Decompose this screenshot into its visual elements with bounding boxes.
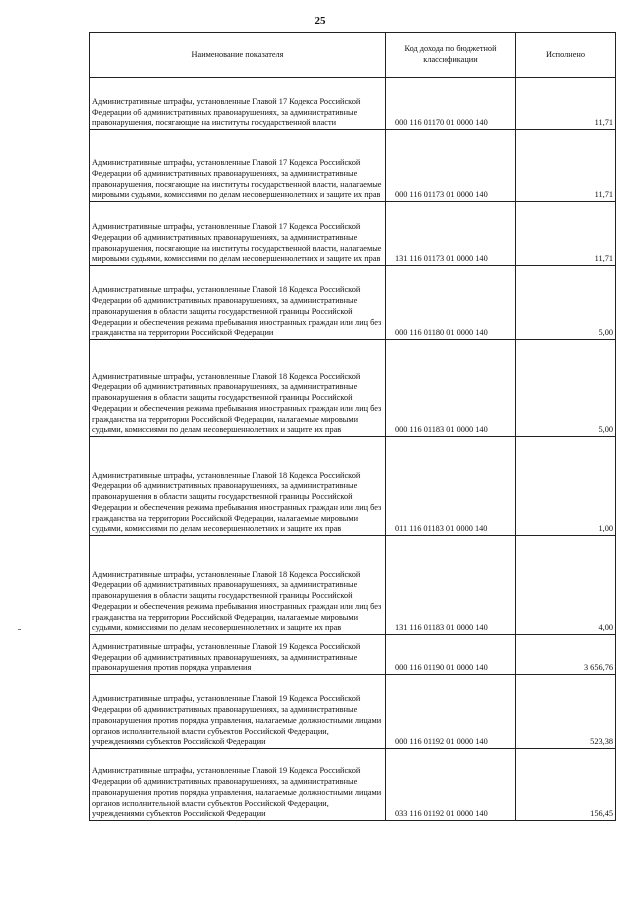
row-name: Административные штрафы, установленные Главой 17 Кодекса Российской Федерации об административных правонарушениях, за административные правонарушения, посягающие на институты государственной власти <box>90 78 386 130</box>
column-header-amount: Исполнено <box>516 33 616 78</box>
table-row <box>90 536 616 635</box>
table-row <box>90 749 616 821</box>
row-name: Административные штрафы, установленные Главой 19 Кодекса Российской Федерации об административных правонарушениях, за административные правонарушения против порядка управления <box>90 635 386 675</box>
row-amount: 1,00 <box>516 437 616 536</box>
row-amount: 523,38 <box>516 675 616 749</box>
table-row <box>90 130 616 202</box>
row-amount: 5,00 <box>516 266 616 340</box>
row-code: 000 116 01173 01 0000 140 <box>386 130 516 202</box>
row-amount: 11,71 <box>516 78 616 130</box>
row-code: 000 116 01192 01 0000 140 <box>386 675 516 749</box>
table-row <box>90 437 616 536</box>
row-code: 131 116 01183 01 0000 140 <box>386 536 516 635</box>
row-name: Административные штрафы, установленные Главой 19 Кодекса Российской Федерации об административных правонарушениях, за административные правонарушения против порядка управления, налагаемые должностными лицами органов исполнительной власти субъектов Российской Федерации, учреждениями субъектов Российской Федерации <box>90 675 386 749</box>
table-header-row <box>90 33 616 78</box>
row-code: 000 116 01190 01 0000 140 <box>386 635 516 675</box>
row-amount: 11,71 <box>516 130 616 202</box>
column-header-name: Наименование показателя <box>90 33 386 78</box>
row-code: 000 116 01183 01 0000 140 <box>386 340 516 437</box>
table-row <box>90 635 616 675</box>
row-code: 000 116 01170 01 0000 140 <box>386 78 516 130</box>
row-amount: 5,00 <box>516 340 616 437</box>
table-row <box>90 675 616 749</box>
row-code: 033 116 01192 01 0000 140 <box>386 749 516 821</box>
row-code: 131 116 01173 01 0000 140 <box>386 202 516 266</box>
budget-execution-table <box>89 32 616 821</box>
margin-mark <box>18 629 21 630</box>
row-name: Административные штрафы, установленные Главой 18 Кодекса Российской Федерации об административных правонарушениях, за административные правонарушения в области защиты государственной границы Российской Федерации и обеспечения режима пребывания иностранных граждан или лиц без гражданства на территории Российской Федерации <box>90 266 386 340</box>
row-name: Административные штрафы, установленные Главой 19 Кодекса Российской Федерации об административных правонарушениях, за административные правонарушения против порядка управления, налагаемые должностными лицами органов исполнительной власти субъектов Российской Федерации, учреждениями субъектов Российской Федерации <box>90 749 386 821</box>
row-amount: 3 656,76 <box>516 635 616 675</box>
table-row <box>90 78 616 130</box>
row-amount: 156,45 <box>516 749 616 821</box>
row-name: Административные штрафы, установленные Главой 18 Кодекса Российской Федерации об административных правонарушениях, за административные правонарушения в области защиты государственной границы Российской Федерации и обеспечения режима пребывания иностранных граждан или лиц без гражданства на территории Российской Федерации, налагаемые мировыми судьями, комиссиями по делам несовершеннолетних и защите их прав <box>90 437 386 536</box>
row-name: Административные штрафы, установленные Главой 18 Кодекса Российской Федерации об административных правонарушениях, за административные правонарушения в области защиты государственной границы Российской Федерации и обеспечения режима пребывания иностранных граждан или лиц без гражданства на территории Российской Федерации, налагаемые мировыми судьями, комиссиями по делам несовершеннолетних и защите их прав <box>90 536 386 635</box>
row-amount: 4,00 <box>516 536 616 635</box>
row-amount: 11,71 <box>516 202 616 266</box>
table-row <box>90 340 616 437</box>
row-name: Административные штрафы, установленные Главой 17 Кодекса Российской Федерации об административных правонарушениях, за административные правонарушения, посягающие на институты государственной власти, налагаемые мировыми судьями, комиссиями по делам несовершеннолетних и защите их прав <box>90 202 386 266</box>
page-number: 25 <box>314 15 326 27</box>
column-header-code: Код дохода по бюджетной классификации <box>386 33 516 78</box>
row-name: Административные штрафы, установленные Главой 17 Кодекса Российской Федерации об административных правонарушениях, за административные правонарушения, посягающие на институты государственной власти, налагаемые мировыми судьями, комиссиями по делам несовершеннолетних и защите их прав <box>90 130 386 202</box>
row-name: Административные штрафы, установленные Главой 18 Кодекса Российской Федерации об административных правонарушениях, за административные правонарушения в области защиты государственной границы Российской Федерации и обеспечения режима пребывания иностранных граждан или лиц без гражданства на территории Российской Федерации, налагаемые мировыми судьями, комиссиями по делам несовершеннолетних и защите их прав <box>90 340 386 437</box>
table-row <box>90 202 616 266</box>
table-row <box>90 266 616 340</box>
row-code: 000 116 01180 01 0000 140 <box>386 266 516 340</box>
row-code: 011 116 01183 01 0000 140 <box>386 437 516 536</box>
